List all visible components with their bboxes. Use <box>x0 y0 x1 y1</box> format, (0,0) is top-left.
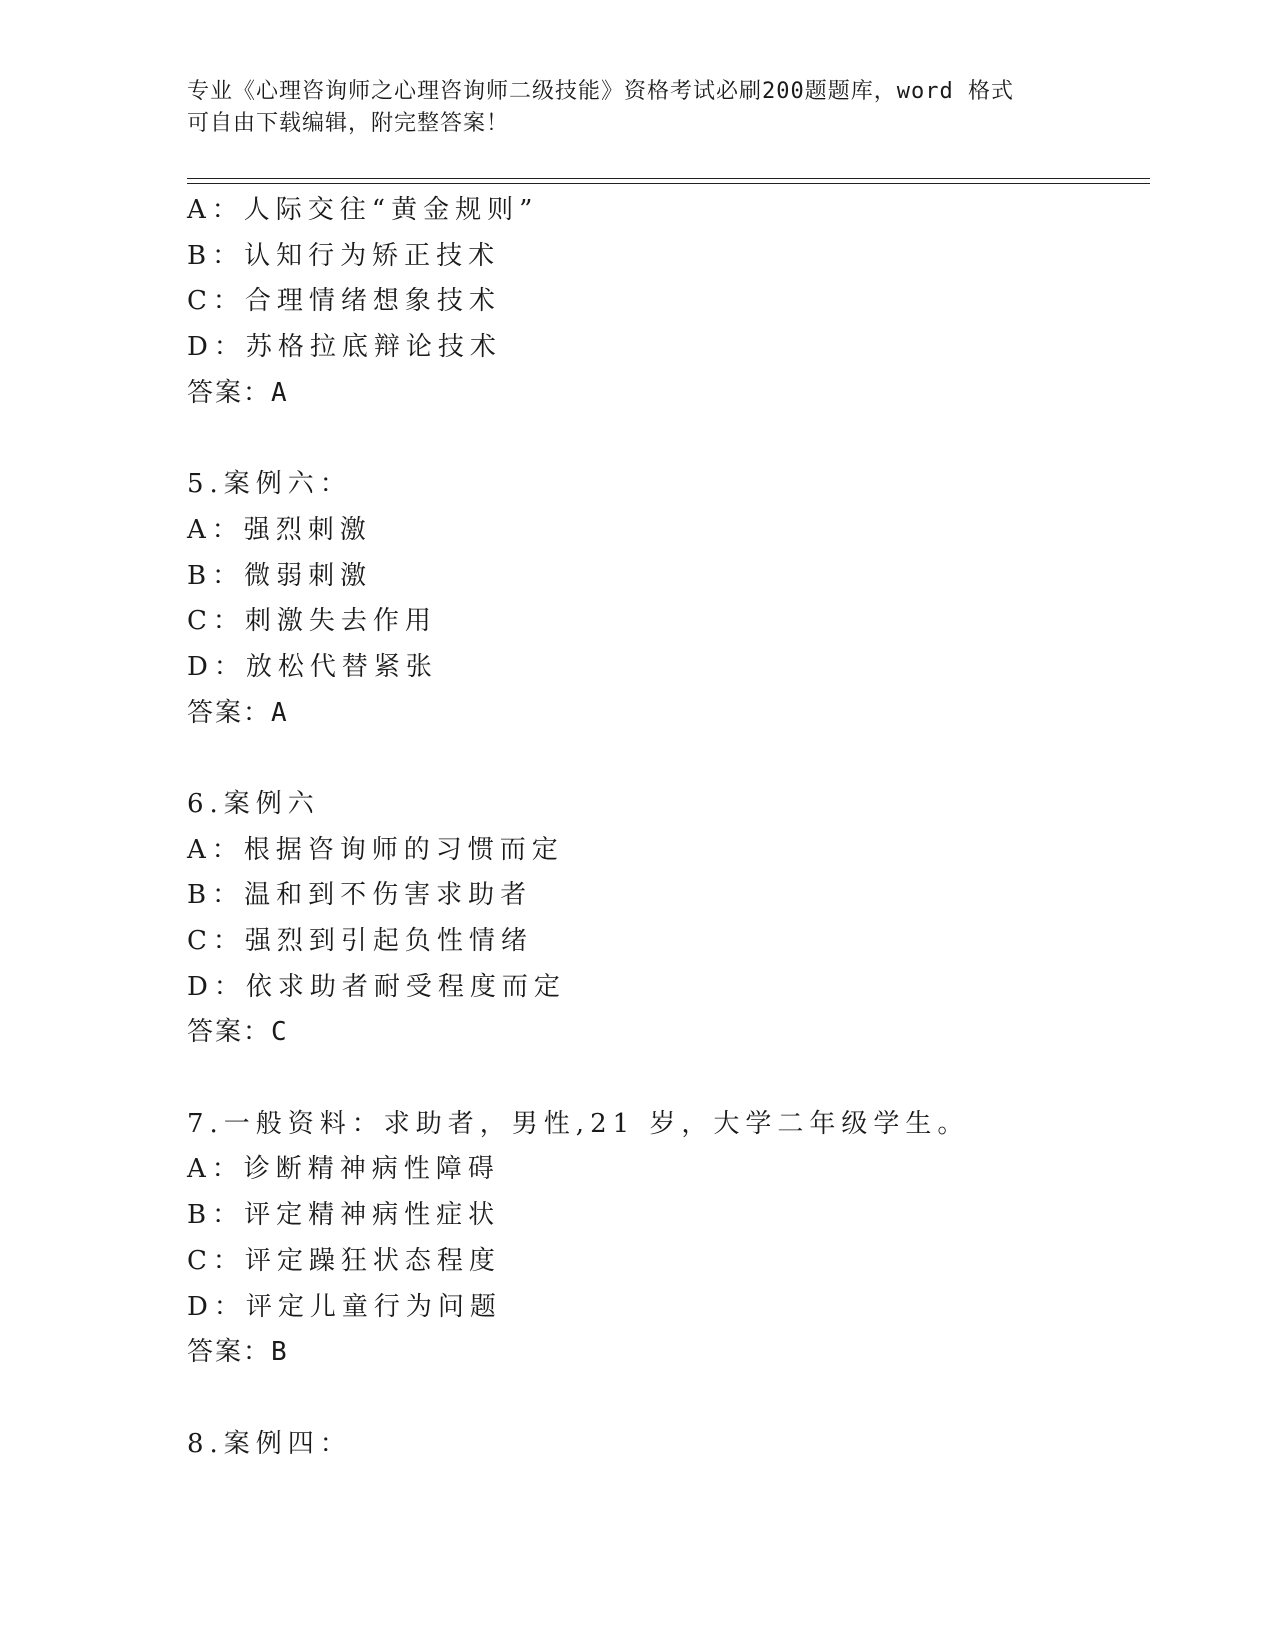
answer: 答案：A <box>187 697 289 728</box>
option-b: B：微弱刺激 <box>187 560 373 591</box>
option-b: B：评定精神病性症状 <box>187 1200 501 1231</box>
answer: 答案：B <box>187 1337 289 1368</box>
option-a: A：人际交往“黄金规则” <box>187 195 539 225</box>
option-a: A：诊断精神病性障碍 <box>187 1154 500 1185</box>
option-d: D：依求助者耐受程度而定 <box>187 971 566 1002</box>
option-b: B：认知行为矫正技术 <box>187 240 501 271</box>
question-8 <box>187 1422 1147 1468</box>
question-stem: 8.案例四： <box>187 1428 352 1459</box>
document-header <box>187 76 1087 140</box>
option-c: C：强烈到引起负性情绪 <box>187 926 533 956</box>
option-a: A：根据咨询师的习惯而定 <box>187 834 564 865</box>
option-a: A：强烈刺激 <box>187 514 372 545</box>
header-divider-top <box>187 178 1150 179</box>
option-c: C：评定躁狂状态程度 <box>187 1245 501 1276</box>
option-c: C：合理情绪想象技术 <box>187 286 501 317</box>
question-4 <box>187 188 1147 416</box>
question-7 <box>187 1102 1147 1376</box>
question-list <box>187 188 1147 1467</box>
option-d: D：苏格拉底辩论技术 <box>187 332 502 363</box>
answer: 答案：C <box>187 1017 289 1048</box>
option-c: C：刺激失去作用 <box>187 606 437 637</box>
header-line-1: 专业《心理咨询师之心理咨询师二级技能》资格考试必刷200题题库，word 格式 <box>187 79 1014 104</box>
question-stem: 6.案例六 <box>187 788 320 819</box>
header-line-2: 可自由下载编辑，附完整答案！ <box>187 111 510 136</box>
spacer <box>187 736 1147 782</box>
option-b: B：温和到不伤害求助者 <box>187 880 533 911</box>
option-d: D：评定儿童行为问题 <box>187 1291 502 1322</box>
question-5 <box>187 462 1147 736</box>
header-divider-bottom <box>187 183 1150 184</box>
option-d: D：放松代替紧张 <box>187 651 438 682</box>
question-6 <box>187 782 1147 1056</box>
spacer <box>187 416 1147 462</box>
spacer <box>187 1376 1147 1422</box>
spacer <box>187 1056 1147 1102</box>
answer: 答案：A <box>187 377 289 408</box>
question-stem: 5.案例六： <box>187 469 352 500</box>
question-stem: 7.一般资料：求助者，男性,21 岁，大学二年级学生。 <box>187 1108 970 1139</box>
